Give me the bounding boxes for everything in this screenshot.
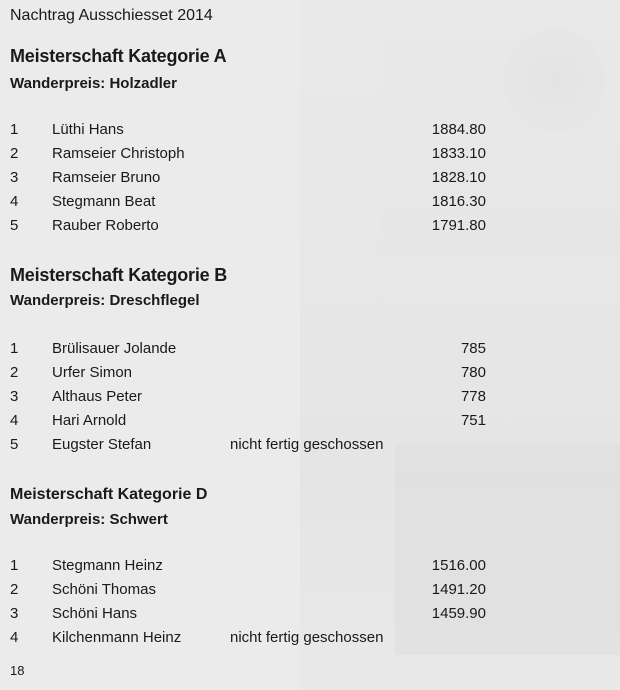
table-row <box>0 557 620 581</box>
table-row <box>0 340 620 364</box>
score: 1828.10 <box>431 169 486 186</box>
section-prize: Wanderpreis: Schwert <box>10 511 168 528</box>
score: 1833.10 <box>431 145 486 162</box>
table-row <box>0 412 620 436</box>
section-prize: Wanderpreis: Dreschflegel <box>10 292 200 309</box>
rank: 2 <box>10 581 19 598</box>
score: 778 <box>460 388 486 405</box>
shooter-name: Althaus Peter <box>52 388 143 405</box>
rank: 2 <box>10 364 19 381</box>
rank: 1 <box>10 340 19 357</box>
shooter-name: Eugster Stefan <box>52 436 152 453</box>
shooter-name: Stegmann Heinz <box>52 557 163 574</box>
section-title: Meisterschaft Kategorie A <box>10 46 227 66</box>
status-note: nicht fertig geschossen <box>230 629 384 646</box>
score: 1516.00 <box>431 557 486 574</box>
shooter-name: Hari Arnold <box>52 412 127 429</box>
rank: 5 <box>10 217 19 234</box>
score: 780 <box>460 364 486 381</box>
rank: 4 <box>10 629 19 646</box>
rank: 3 <box>10 605 19 622</box>
table-row <box>0 436 620 460</box>
score: 1459.90 <box>431 605 486 622</box>
rank: 2 <box>10 145 19 162</box>
section-title: Meisterschaft Kategorie B <box>10 265 228 285</box>
rank: 4 <box>10 193 19 210</box>
table-row <box>0 605 620 629</box>
shooter-name: Schöni Hans <box>52 605 138 622</box>
score: 1816.30 <box>431 193 486 210</box>
table-row <box>0 145 620 169</box>
score: 1884.80 <box>431 121 486 138</box>
rank: 5 <box>10 436 19 453</box>
shooter-name: Rauber Roberto <box>52 217 159 234</box>
page-title: Nachtrag Ausschiesset 2014 <box>10 7 213 24</box>
table-row <box>0 388 620 412</box>
shooter-name: Stegmann Beat <box>52 193 156 210</box>
score: 785 <box>460 340 486 357</box>
table-row <box>0 169 620 193</box>
shooter-name: Brülisauer Jolande <box>52 340 177 357</box>
score: 1491.20 <box>431 581 486 598</box>
score: 751 <box>460 412 486 429</box>
page-number: 18 <box>10 663 25 678</box>
shooter-name: Ramseier Bruno <box>52 169 161 186</box>
shooter-name: Kilchenmann Heinz <box>52 629 182 646</box>
rank: 3 <box>10 388 19 405</box>
rank: 1 <box>10 557 19 574</box>
shooter-name: Schöni Thomas <box>52 581 156 598</box>
section-title: Meisterschaft Kategorie D <box>10 486 208 503</box>
score: 1791.80 <box>431 217 486 234</box>
rank: 3 <box>10 169 19 186</box>
shooter-name: Urfer Simon <box>52 364 133 381</box>
table-row <box>0 581 620 605</box>
rank: 4 <box>10 412 19 429</box>
table-row <box>0 364 620 388</box>
table-row <box>0 629 620 653</box>
table-row <box>0 217 620 241</box>
shooter-name: Ramseier Christoph <box>52 145 185 162</box>
status-note: nicht fertig geschossen <box>230 436 384 453</box>
table-row <box>0 121 620 145</box>
shooter-name: Lüthi Hans <box>52 121 124 138</box>
table-row <box>0 193 620 217</box>
section-prize: Wanderpreis: Holzadler <box>10 75 177 92</box>
rank: 1 <box>10 121 19 138</box>
